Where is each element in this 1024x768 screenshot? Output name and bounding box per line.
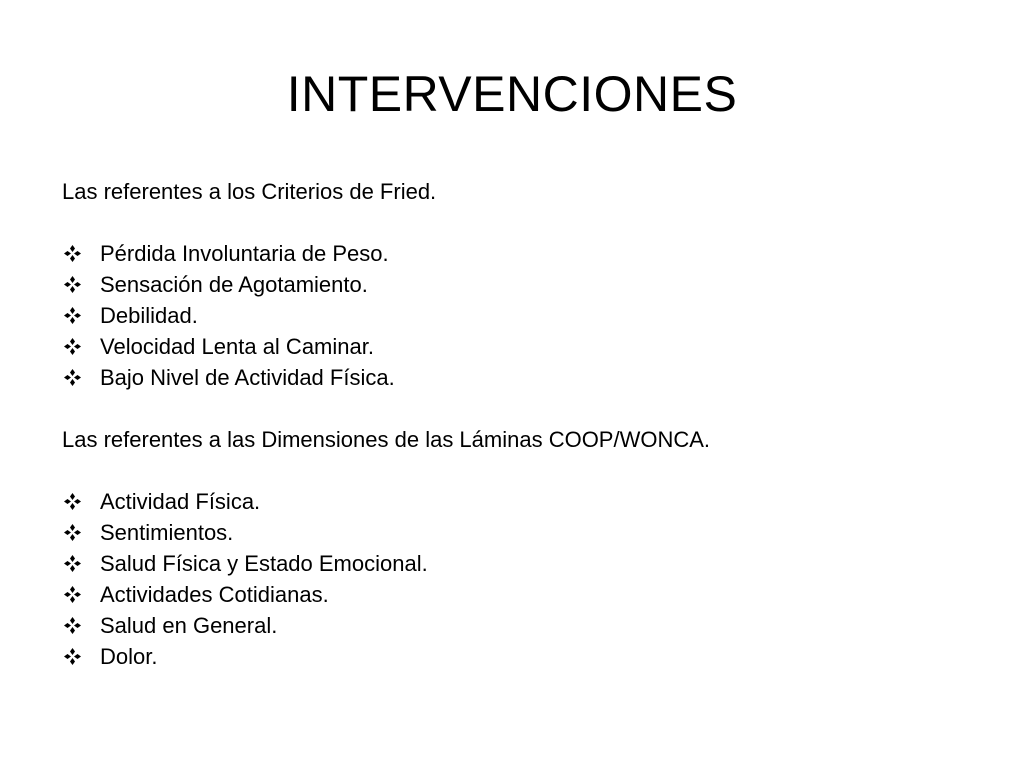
list-item-label: Sentimientos. [100, 520, 234, 545]
list-item-label: Dolor. [100, 644, 158, 669]
four-diamond-bullet-icon [64, 369, 81, 386]
slide-body [62, 176, 962, 672]
list-item-label: Salud en General. [100, 613, 278, 638]
four-diamond-bullet-icon [64, 276, 81, 293]
four-diamond-bullet-icon [64, 338, 81, 355]
list-item [62, 300, 962, 331]
four-diamond-bullet-icon [64, 245, 81, 262]
list-item-label: Velocidad Lenta al Caminar. [100, 334, 374, 359]
list-item-label: Debilidad. [100, 303, 198, 328]
list-item [62, 269, 962, 300]
four-diamond-bullet-icon [64, 648, 81, 665]
list-item [62, 610, 962, 641]
list-item-label: Bajo Nivel de Actividad Física. [100, 365, 395, 390]
list-item-label: Pérdida Involuntaria de Peso. [100, 241, 389, 266]
section-intro-fried: Las referentes a los Criterios de Fried. [62, 179, 437, 204]
list-item [62, 362, 962, 393]
bullet-list-coop-wonca [62, 486, 962, 672]
four-diamond-bullet-icon [64, 586, 81, 603]
slide-title: INTERVENCIONES [286, 66, 738, 122]
spacer [62, 393, 962, 424]
list-item-label: Actividad Física. [100, 489, 261, 514]
list-item-label: Salud Física y Estado Emocional. [100, 551, 428, 576]
four-diamond-bullet-icon [64, 617, 81, 634]
four-diamond-bullet-icon [64, 307, 81, 324]
section-intro-coop-wonca: Las referentes a las Dimensiones de las Láminas COOP/WONCA. [62, 427, 711, 452]
list-item [62, 641, 962, 672]
spacer [62, 455, 962, 486]
list-item [62, 548, 962, 579]
list-item [62, 579, 962, 610]
four-diamond-bullet-icon [64, 524, 81, 541]
list-item [62, 331, 962, 362]
four-diamond-bullet-icon [64, 493, 81, 510]
list-item-label: Actividades Cotidianas. [100, 582, 329, 607]
list-item [62, 517, 962, 548]
list-item [62, 486, 962, 517]
spacer [62, 207, 962, 238]
list-item [62, 238, 962, 269]
bullet-list-fried [62, 238, 962, 393]
list-item-label: Sensación de Agotamiento. [100, 272, 368, 297]
four-diamond-bullet-icon [64, 555, 81, 572]
